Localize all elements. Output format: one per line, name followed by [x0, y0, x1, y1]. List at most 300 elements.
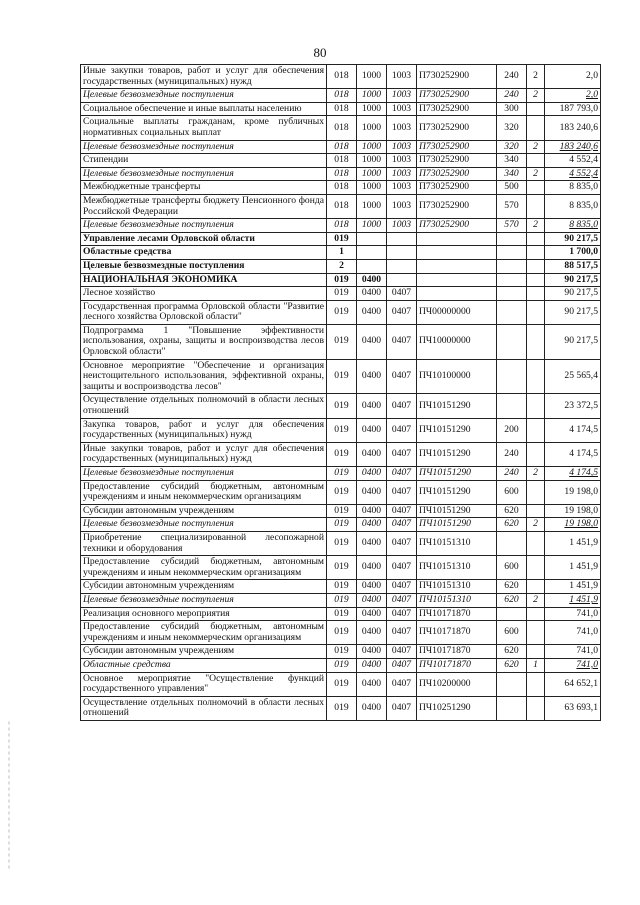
- row-type-cell: [497, 300, 527, 324]
- row-section-cell: [357, 232, 387, 246]
- row-name-cell: Целевые безвозмездные поступления: [81, 219, 327, 233]
- row-article-cell: [417, 273, 497, 287]
- row-target-cell: [527, 621, 545, 645]
- row-section-cell: 1000: [357, 181, 387, 195]
- row-target-cell: 2: [527, 89, 545, 103]
- row-type-cell: 320: [497, 116, 527, 140]
- table-row: [81, 246, 601, 260]
- row-amount-cell: 187 793,0: [545, 102, 601, 116]
- table-row: [81, 480, 601, 504]
- row-code-cell: 019: [327, 359, 357, 394]
- row-amount-cell: 1 451,9: [545, 580, 601, 594]
- row-article-cell: ПЧ10151290: [417, 467, 497, 481]
- table-body: [81, 65, 601, 721]
- row-section-cell: 0400: [357, 518, 387, 532]
- row-subsection-cell: 0407: [387, 621, 417, 645]
- row-code-cell: 019: [327, 232, 357, 246]
- row-target-cell: [527, 645, 545, 659]
- row-article-cell: П730252900: [417, 181, 497, 195]
- row-name-cell: Иные закупки товаров, работ и услуг для обеспечения государственных (муниципальных) нужд: [81, 65, 327, 89]
- row-amount-cell: 183 240,6: [545, 140, 601, 154]
- table-row: [81, 467, 601, 481]
- row-target-cell: [527, 607, 545, 621]
- row-code-cell: 018: [327, 194, 357, 218]
- table-row: [81, 287, 601, 301]
- row-subsection-cell: 0407: [387, 518, 417, 532]
- row-amount-cell: 19 198,0: [545, 504, 601, 518]
- row-target-cell: [527, 246, 545, 260]
- row-section-cell: 1000: [357, 194, 387, 218]
- row-amount-cell: 1 451,9: [545, 593, 601, 607]
- row-type-cell: 620: [497, 658, 527, 672]
- row-name-cell: Целевые безвозмездные поступления: [81, 140, 327, 154]
- row-code-cell: 018: [327, 154, 357, 168]
- row-amount-cell: 8 835,0: [545, 194, 601, 218]
- row-article-cell: П730252900: [417, 194, 497, 218]
- row-amount-cell: 8 835,0: [545, 181, 601, 195]
- row-name-cell: Государственная программа Орловской области "Развитие лесного хозяйства Орловской области": [81, 300, 327, 324]
- row-subsection-cell: 0407: [387, 607, 417, 621]
- row-type-cell: [497, 607, 527, 621]
- row-code-cell: 019: [327, 287, 357, 301]
- row-article-cell: ПЧ10000000: [417, 324, 497, 359]
- row-subsection-cell: 1003: [387, 167, 417, 181]
- row-name-cell: Лесное хозяйство: [81, 287, 327, 301]
- row-type-cell: 200: [497, 418, 527, 442]
- row-name-cell: Осуществление отдельных полномочий в области лесных отношений: [81, 696, 327, 720]
- row-subsection-cell: 1003: [387, 89, 417, 103]
- row-code-cell: 018: [327, 181, 357, 195]
- table-row: [81, 518, 601, 532]
- table-row: [81, 394, 601, 418]
- table-row: [81, 194, 601, 218]
- row-type-cell: [497, 324, 527, 359]
- row-target-cell: [527, 194, 545, 218]
- row-target-cell: [527, 259, 545, 273]
- row-amount-cell: 4 174,5: [545, 442, 601, 466]
- row-type-cell: [497, 672, 527, 696]
- row-section-cell: 1000: [357, 89, 387, 103]
- row-type-cell: 340: [497, 154, 527, 168]
- row-subsection-cell: [387, 246, 417, 260]
- row-article-cell: ПЧ10151310: [417, 531, 497, 555]
- row-type-cell: 620: [497, 504, 527, 518]
- row-name-cell: Целевые безвозмездные поступления: [81, 467, 327, 481]
- row-subsection-cell: 0407: [387, 324, 417, 359]
- row-amount-cell: 90 217,5: [545, 287, 601, 301]
- row-target-cell: 2: [527, 65, 545, 89]
- row-subsection-cell: 1003: [387, 181, 417, 195]
- row-article-cell: ПЧ10251290: [417, 696, 497, 720]
- row-subsection-cell: 0407: [387, 480, 417, 504]
- row-type-cell: [497, 359, 527, 394]
- row-name-cell: Иные закупки товаров, работ и услуг для обеспечения государственных (муниципальных) нужд: [81, 442, 327, 466]
- row-target-cell: 2: [527, 167, 545, 181]
- row-code-cell: 019: [327, 504, 357, 518]
- row-amount-cell: 63 693,1: [545, 696, 601, 720]
- table-row: [81, 580, 601, 594]
- row-amount-cell: 8 835,0: [545, 219, 601, 233]
- row-amount-cell: 2,0: [545, 65, 601, 89]
- row-target-cell: [527, 102, 545, 116]
- row-code-cell: 018: [327, 65, 357, 89]
- row-section-cell: 0400: [357, 531, 387, 555]
- row-subsection-cell: 0407: [387, 504, 417, 518]
- table-row: [81, 531, 601, 555]
- row-type-cell: [497, 287, 527, 301]
- row-type-cell: 320: [497, 140, 527, 154]
- row-section-cell: 0400: [357, 394, 387, 418]
- row-type-cell: 570: [497, 194, 527, 218]
- row-subsection-cell: [387, 273, 417, 287]
- row-code-cell: 019: [327, 696, 357, 720]
- row-type-cell: 620: [497, 645, 527, 659]
- table-row: [81, 154, 601, 168]
- row-type-cell: 620: [497, 593, 527, 607]
- row-type-cell: 620: [497, 580, 527, 594]
- table-row: [81, 359, 601, 394]
- row-subsection-cell: 0407: [387, 418, 417, 442]
- row-subsection-cell: 1003: [387, 102, 417, 116]
- row-target-cell: [527, 273, 545, 287]
- table-row: [81, 232, 601, 246]
- row-target-cell: [527, 672, 545, 696]
- row-article-cell: ПЧ10151290: [417, 518, 497, 532]
- row-article-cell: ПЧ10171870: [417, 621, 497, 645]
- table-row: [81, 140, 601, 154]
- row-target-cell: [527, 504, 545, 518]
- row-subsection-cell: 1003: [387, 65, 417, 89]
- row-type-cell: 300: [497, 102, 527, 116]
- row-type-cell: [497, 273, 527, 287]
- row-subsection-cell: 0407: [387, 442, 417, 466]
- table-row: [81, 259, 601, 273]
- row-amount-cell: 90 217,5: [545, 232, 601, 246]
- row-name-cell: Закупка товаров, работ и услуг для обеспечения государственных (муниципальных) нужд: [81, 418, 327, 442]
- row-code-cell: 019: [327, 324, 357, 359]
- row-section-cell: 0400: [357, 442, 387, 466]
- row-subsection-cell: [387, 259, 417, 273]
- row-section-cell: [357, 246, 387, 260]
- row-code-cell: 019: [327, 518, 357, 532]
- row-subsection-cell: 0407: [387, 467, 417, 481]
- row-section-cell: 0400: [357, 621, 387, 645]
- row-code-cell: 019: [327, 645, 357, 659]
- row-target-cell: [527, 154, 545, 168]
- row-type-cell: 600: [497, 621, 527, 645]
- row-name-cell: Предоставление субсидий бюджетным, автономным учреждениям и иным некоммерческим организациям: [81, 480, 327, 504]
- row-section-cell: 0400: [357, 359, 387, 394]
- row-section-cell: 0400: [357, 287, 387, 301]
- row-subsection-cell: 1003: [387, 116, 417, 140]
- row-code-cell: 019: [327, 394, 357, 418]
- row-amount-cell: 4 174,5: [545, 418, 601, 442]
- row-type-cell: [497, 259, 527, 273]
- row-code-cell: 019: [327, 300, 357, 324]
- row-amount-cell: 1 451,9: [545, 556, 601, 580]
- row-subsection-cell: 0407: [387, 394, 417, 418]
- table-row: [81, 658, 601, 672]
- row-code-cell: 019: [327, 467, 357, 481]
- row-type-cell: 600: [497, 480, 527, 504]
- row-subsection-cell: 0407: [387, 556, 417, 580]
- row-section-cell: 0400: [357, 324, 387, 359]
- row-target-cell: [527, 580, 545, 594]
- row-code-cell: 019: [327, 418, 357, 442]
- row-name-cell: Социальные выплаты гражданам, кроме публичных нормативных социальных выплат: [81, 116, 327, 140]
- row-subsection-cell: 0407: [387, 300, 417, 324]
- row-subsection-cell: [387, 232, 417, 246]
- row-article-cell: ПЧ10151290: [417, 418, 497, 442]
- row-section-cell: 1000: [357, 102, 387, 116]
- row-subsection-cell: 0407: [387, 658, 417, 672]
- row-name-cell: Управление лесами Орловской области: [81, 232, 327, 246]
- row-subsection-cell: 0407: [387, 593, 417, 607]
- row-target-cell: [527, 116, 545, 140]
- row-article-cell: П730252900: [417, 154, 497, 168]
- table-row: [81, 442, 601, 466]
- row-name-cell: Предоставление субсидий бюджетным, автономным учреждениям и иным некоммерческим организациям: [81, 621, 327, 645]
- row-article-cell: ПЧ10171870: [417, 658, 497, 672]
- row-article-cell: ПЧ10151310: [417, 580, 497, 594]
- row-code-cell: 019: [327, 556, 357, 580]
- row-article-cell: ПЧ10151290: [417, 504, 497, 518]
- row-name-cell: Целевые безвозмездные поступления: [81, 167, 327, 181]
- row-article-cell: [417, 259, 497, 273]
- row-amount-cell: 19 198,0: [545, 480, 601, 504]
- row-code-cell: 019: [327, 621, 357, 645]
- row-code-cell: 019: [327, 672, 357, 696]
- row-target-cell: [527, 359, 545, 394]
- row-section-cell: 0400: [357, 696, 387, 720]
- row-article-cell: ПЧ10151290: [417, 442, 497, 466]
- row-target-cell: [527, 300, 545, 324]
- row-article-cell: ПЧ10171870: [417, 645, 497, 659]
- row-target-cell: 2: [527, 467, 545, 481]
- row-name-cell: Областные средства: [81, 246, 327, 260]
- row-section-cell: 0400: [357, 504, 387, 518]
- row-subsection-cell: 0407: [387, 672, 417, 696]
- row-amount-cell: 90 217,5: [545, 300, 601, 324]
- budget-table: [80, 64, 601, 721]
- row-name-cell: Целевые безвозмездные поступления: [81, 259, 327, 273]
- row-amount-cell: 4 174,5: [545, 467, 601, 481]
- table-row: [81, 219, 601, 233]
- row-article-cell: П730252900: [417, 89, 497, 103]
- row-section-cell: 1000: [357, 65, 387, 89]
- row-type-cell: 240: [497, 467, 527, 481]
- table-row: [81, 167, 601, 181]
- table-row: [81, 102, 601, 116]
- table-row: [81, 696, 601, 720]
- row-subsection-cell: 0407: [387, 645, 417, 659]
- row-amount-cell: 88 517,5: [545, 259, 601, 273]
- row-article-cell: [417, 287, 497, 301]
- row-code-cell: 019: [327, 580, 357, 594]
- row-subsection-cell: 0407: [387, 531, 417, 555]
- row-name-cell: Целевые безвозмездные поступления: [81, 593, 327, 607]
- row-type-cell: 620: [497, 518, 527, 532]
- row-target-cell: [527, 324, 545, 359]
- row-target-cell: [527, 418, 545, 442]
- table-row: [81, 504, 601, 518]
- table-row: [81, 672, 601, 696]
- row-article-cell: ПЧ10200000: [417, 672, 497, 696]
- row-section-cell: 1000: [357, 219, 387, 233]
- row-section-cell: 0400: [357, 607, 387, 621]
- row-name-cell: Приобретение специализированной лесопожарной техники и оборудования: [81, 531, 327, 555]
- row-amount-cell: 19 198,0: [545, 518, 601, 532]
- row-type-cell: 570: [497, 219, 527, 233]
- table-row: [81, 418, 601, 442]
- row-subsection-cell: 1003: [387, 154, 417, 168]
- table-row: [81, 593, 601, 607]
- row-target-cell: 2: [527, 593, 545, 607]
- row-type-cell: [497, 696, 527, 720]
- table-row: [81, 65, 601, 89]
- table-row: [81, 621, 601, 645]
- row-code-cell: 019: [327, 442, 357, 466]
- row-target-cell: [527, 556, 545, 580]
- row-amount-cell: 64 652,1: [545, 672, 601, 696]
- row-code-cell: 019: [327, 480, 357, 504]
- row-section-cell: 0400: [357, 418, 387, 442]
- row-name-cell: Осуществление отдельных полномочий в области лесных отношений: [81, 394, 327, 418]
- row-target-cell: 1: [527, 658, 545, 672]
- row-article-cell: П730252900: [417, 167, 497, 181]
- row-name-cell: Стипендии: [81, 154, 327, 168]
- table-row: [81, 300, 601, 324]
- row-name-cell: Субсидии автономным учреждениям: [81, 645, 327, 659]
- row-type-cell: [497, 394, 527, 418]
- row-code-cell: 2: [327, 259, 357, 273]
- row-name-cell: Основное мероприятие "Осуществление функций государственного управления": [81, 672, 327, 696]
- row-name-cell: Подпрограмма 1 "Повышение эффективности использования, охраны, защиты и воспроизводства лесов Орловской области": [81, 324, 327, 359]
- row-article-cell: П730252900: [417, 102, 497, 116]
- row-type-cell: [497, 232, 527, 246]
- row-code-cell: 018: [327, 89, 357, 103]
- row-amount-cell: 183 240,6: [545, 116, 601, 140]
- row-name-cell: Реализация основного мероприятия: [81, 607, 327, 621]
- row-code-cell: 018: [327, 116, 357, 140]
- row-type-cell: 500: [497, 181, 527, 195]
- row-target-cell: [527, 394, 545, 418]
- row-amount-cell: 741,0: [545, 658, 601, 672]
- table-row: [81, 116, 601, 140]
- row-article-cell: П730252900: [417, 65, 497, 89]
- row-article-cell: П730252900: [417, 219, 497, 233]
- row-target-cell: 2: [527, 140, 545, 154]
- row-article-cell: ПЧ10151290: [417, 394, 497, 418]
- row-code-cell: 1: [327, 246, 357, 260]
- row-subsection-cell: 1003: [387, 219, 417, 233]
- scan-artifact: [8, 720, 10, 870]
- row-amount-cell: 23 372,5: [545, 394, 601, 418]
- row-subsection-cell: 1003: [387, 140, 417, 154]
- row-subsection-cell: 0407: [387, 359, 417, 394]
- row-type-cell: 340: [497, 167, 527, 181]
- row-amount-cell: 4 552,4: [545, 154, 601, 168]
- row-name-cell: Областные средства: [81, 658, 327, 672]
- page-number: 80: [313, 45, 327, 60]
- row-amount-cell: 90 217,5: [545, 324, 601, 359]
- row-amount-cell: 2,0: [545, 89, 601, 103]
- row-type-cell: 240: [497, 65, 527, 89]
- row-code-cell: 019: [327, 593, 357, 607]
- row-section-cell: 1000: [357, 116, 387, 140]
- row-target-cell: 2: [527, 518, 545, 532]
- row-target-cell: 2: [527, 219, 545, 233]
- row-target-cell: [527, 480, 545, 504]
- row-section-cell: 0400: [357, 658, 387, 672]
- row-type-cell: 600: [497, 556, 527, 580]
- row-code-cell: 018: [327, 102, 357, 116]
- row-name-cell: НАЦИОНАЛЬНАЯ ЭКОНОМИКА: [81, 273, 327, 287]
- row-amount-cell: 1 451,9: [545, 531, 601, 555]
- row-section-cell: 0400: [357, 467, 387, 481]
- row-section-cell: 0400: [357, 556, 387, 580]
- row-article-cell: ПЧ00000000: [417, 300, 497, 324]
- table-row: [81, 181, 601, 195]
- row-code-cell: 019: [327, 273, 357, 287]
- row-type-cell: 240: [497, 89, 527, 103]
- row-name-cell: Межбюджетные трансферты: [81, 181, 327, 195]
- row-amount-cell: 741,0: [545, 607, 601, 621]
- row-code-cell: 019: [327, 607, 357, 621]
- row-amount-cell: 90 217,5: [545, 273, 601, 287]
- row-section-cell: 0400: [357, 300, 387, 324]
- row-article-cell: [417, 232, 497, 246]
- row-name-cell: Основное мероприятие "Обеспечение и организация неистощительного использования, эффективной охраны, защиты и воспроизводства лесов": [81, 359, 327, 394]
- row-subsection-cell: 0407: [387, 696, 417, 720]
- row-section-cell: 0400: [357, 593, 387, 607]
- row-section-cell: 0400: [357, 645, 387, 659]
- row-code-cell: 019: [327, 531, 357, 555]
- row-article-cell: П730252900: [417, 116, 497, 140]
- table-row: [81, 89, 601, 103]
- row-section-cell: 0400: [357, 672, 387, 696]
- table-row: [81, 273, 601, 287]
- row-amount-cell: 1 700,0: [545, 246, 601, 260]
- row-code-cell: 019: [327, 658, 357, 672]
- row-name-cell: Предоставление субсидий бюджетным, автономным учреждениям и иным некоммерческим организациям: [81, 556, 327, 580]
- row-target-cell: [527, 181, 545, 195]
- row-target-cell: [527, 287, 545, 301]
- row-amount-cell: 4 552,4: [545, 167, 601, 181]
- row-type-cell: [497, 531, 527, 555]
- table-row: [81, 324, 601, 359]
- row-name-cell: Субсидии автономным учреждениям: [81, 504, 327, 518]
- row-name-cell: Субсидии автономным учреждениям: [81, 580, 327, 594]
- row-amount-cell: 741,0: [545, 621, 601, 645]
- table-row: [81, 556, 601, 580]
- row-article-cell: ПЧ10100000: [417, 359, 497, 394]
- row-section-cell: 1000: [357, 167, 387, 181]
- table-row: [81, 645, 601, 659]
- row-section-cell: 1000: [357, 140, 387, 154]
- row-section-cell: 1000: [357, 154, 387, 168]
- row-article-cell: ПЧ10151290: [417, 480, 497, 504]
- row-amount-cell: 25 565,4: [545, 359, 601, 394]
- row-section-cell: 0400: [357, 273, 387, 287]
- row-section-cell: 0400: [357, 580, 387, 594]
- row-target-cell: [527, 232, 545, 246]
- row-article-cell: [417, 246, 497, 260]
- row-subsection-cell: 1003: [387, 194, 417, 218]
- row-section-cell: [357, 259, 387, 273]
- row-code-cell: 018: [327, 140, 357, 154]
- row-article-cell: ПЧ10151310: [417, 556, 497, 580]
